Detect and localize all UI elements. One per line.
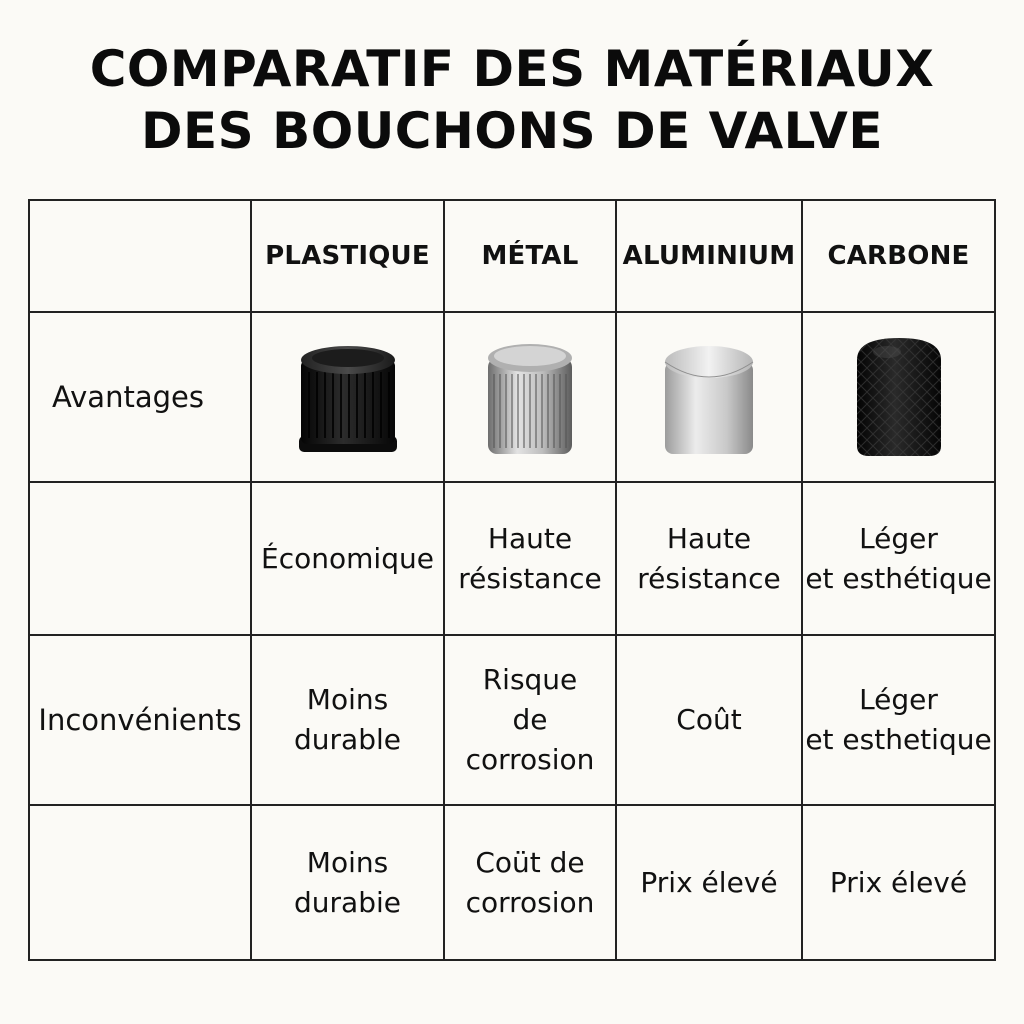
- page-title: [0, 38, 1024, 162]
- cell-aluminium-inconvenient: Coût: [676, 703, 742, 736]
- row-label-inconvenients: Inconvénients: [38, 703, 242, 737]
- cell-carbone-extra: Prix élevé: [829, 865, 968, 899]
- carbon-cap-image: [803, 313, 994, 481]
- header-metal: MÉTAL: [481, 241, 579, 271]
- cell-metal-inconvenient: Risque de corrosion: [465, 663, 595, 776]
- cell-aluminium-extra: Prix élevé: [640, 865, 778, 899]
- header-plastique: PLASTIQUE: [265, 241, 430, 271]
- cell-metal-avantage: Haute résistance: [458, 521, 602, 595]
- row-label-empty: [30, 483, 250, 634]
- title-line-2: DES BOUCHONS DE VALVE: [141, 102, 883, 160]
- cell-carbone-inconvenient: Léger et esthetique: [805, 683, 992, 756]
- cell-aluminium-avantage: Haute résistance: [637, 521, 781, 595]
- cell-plastique-avantage: Économique: [261, 541, 434, 575]
- aluminium-cap-image: [617, 313, 801, 481]
- comparison-table: [28, 199, 996, 961]
- plastic-cap-image: [252, 313, 443, 481]
- metal-cap-image: [445, 313, 615, 481]
- title-line-1: COMPARATIF DES MATÉRIAUX: [89, 40, 935, 98]
- cell-plastique-inconvenient: Moins durable: [294, 683, 401, 756]
- row-label-avantages: Avantages: [52, 380, 204, 414]
- header-carbone: CARBONE: [827, 241, 970, 271]
- cell-metal-extra: Coüt de corrosion: [465, 845, 595, 919]
- row-label-empty: [30, 806, 250, 959]
- header-aluminium: ALUMINIUM: [622, 241, 796, 271]
- cell-carbone-avantage: Léger et esthétique: [805, 521, 992, 595]
- cell-plastique-extra: Moins durabie: [294, 845, 401, 919]
